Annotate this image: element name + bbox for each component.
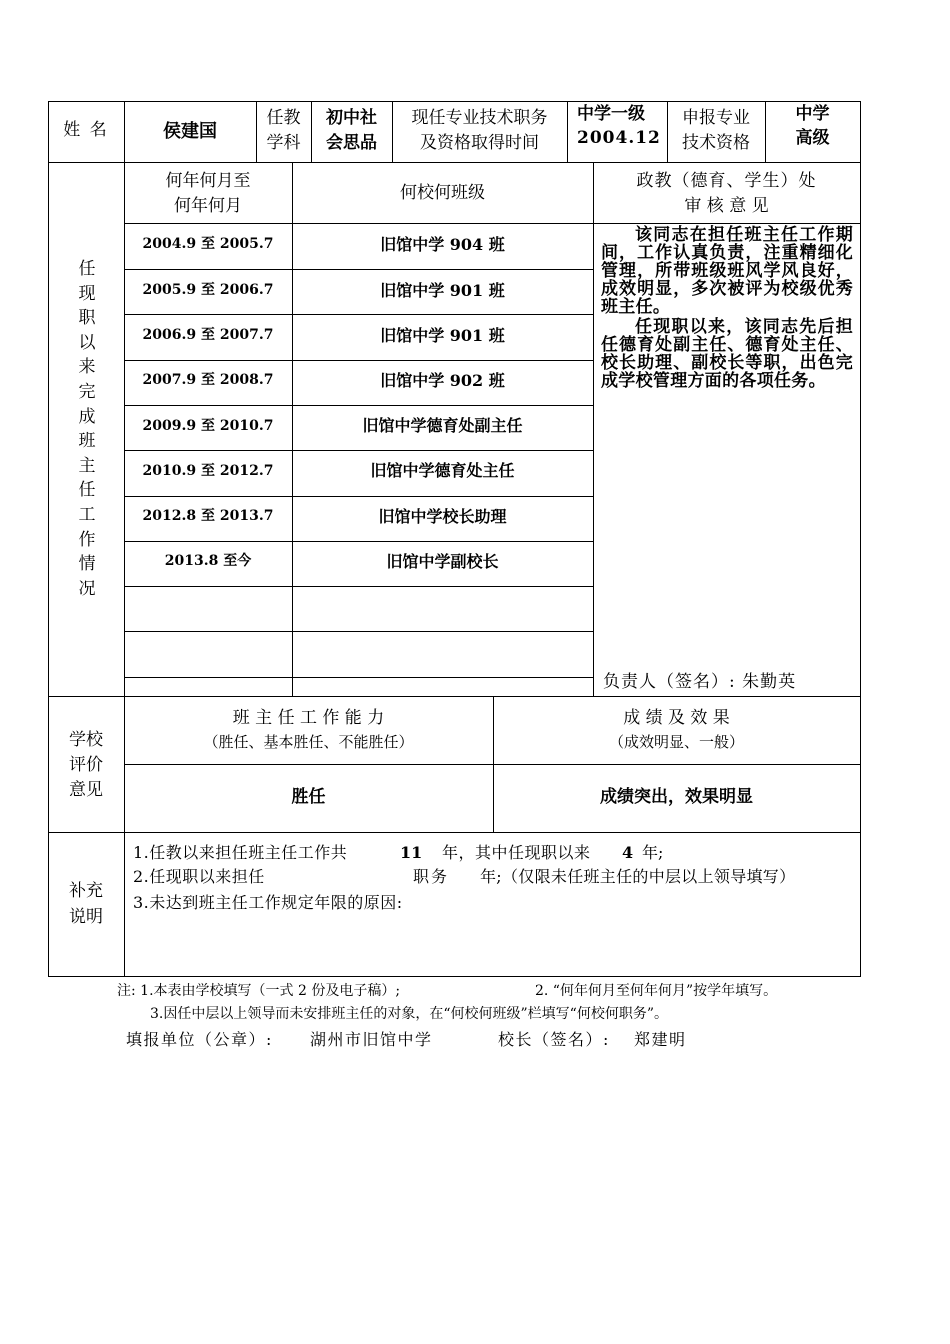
result-options: （成效明显、一般） — [608, 733, 744, 751]
row-1-position: 旧馆中学 904 班 — [380, 235, 505, 254]
evaluation-label-line-3: 意见 — [69, 780, 103, 800]
supplement-line-1b: 年，其中任现职以来 — [442, 843, 591, 862]
ability-value: 胜任 — [291, 787, 326, 807]
row-5-period: 2009.9 至 2010.7 — [142, 418, 274, 434]
supplement-label-line-1: 补充 — [69, 881, 103, 901]
apply-value-line-2: 高级 — [795, 128, 830, 148]
supplement-years-current: 4 — [622, 843, 634, 862]
row-4-position: 旧馆中学 902 班 — [380, 371, 505, 390]
row-7-position: 旧馆中学校长助理 — [378, 507, 507, 526]
result-value: 成绩突出，效果明显 — [600, 787, 753, 807]
row-8-position: 旧馆中学副校长 — [386, 552, 499, 571]
supplement-line-1c: 年; — [642, 843, 664, 862]
name-value: 侯建国 — [163, 121, 217, 142]
col-time-line-2: 何年何月 — [174, 196, 242, 216]
principal-label: 校长（签名）: — [498, 1030, 610, 1049]
row-5-position: 旧馆中学德育处副主任 — [362, 416, 523, 435]
row-2-period: 2005.9 至 2006.7 — [142, 282, 274, 298]
col-review-line-1: 政教（德育、学生）处 — [636, 171, 817, 191]
ability-title: 班 主 任 工 作 能 力 — [232, 708, 385, 728]
apply-value-line-1: 中学 — [795, 104, 830, 124]
row-1-period: 2004.9 至 2005.7 — [142, 236, 274, 252]
evaluation-label-line-2: 评价 — [69, 755, 103, 775]
note-1: 注: 1.本表由学校填写（一式 2 份及电子稿）; — [117, 983, 401, 999]
subject-label-line-1: 任教 — [266, 108, 301, 128]
unit-label: 填报单位（公章）: — [126, 1030, 273, 1049]
subject-value-line-1: 初中社 — [326, 108, 377, 128]
row-3-position: 旧馆中学 901 班 — [380, 326, 505, 345]
name-label: 姓 名 — [63, 120, 109, 140]
evaluation-label-line-1: 学校 — [69, 730, 103, 750]
supplement-line-1a: 1.任教以来担任班主任工作共 — [133, 843, 348, 862]
row-3-period: 2006.9 至 2007.7 — [142, 327, 274, 343]
title-value-line-2: 2004.12 — [577, 128, 661, 148]
unit-value: 湖州市旧馆中学 — [310, 1030, 433, 1049]
review-signer: 负责人（签名）: 朱勤英 — [603, 672, 797, 692]
row-8-period: 2013.8 至今 — [164, 553, 252, 569]
supplement-line-2c: 年;（仅限未任班主任的中层以上领导填写） — [480, 867, 796, 886]
apply-label-line-2: 技术资格 — [682, 133, 750, 153]
ability-options: （胜任、基本胜任、不能胜任） — [203, 733, 414, 751]
supplement-years-total: 11 — [400, 843, 423, 862]
supplement-line-2b: 职务 — [413, 867, 450, 886]
title-value-line-1: 中学一级 — [577, 104, 645, 124]
result-title: 成 绩 及 效 果 — [623, 708, 730, 728]
row-2-position: 旧馆中学 901 班 — [380, 281, 505, 300]
apply-label-line-1: 申报专业 — [682, 108, 750, 128]
supplement-line-2a: 2.任现职以来担任 — [133, 867, 265, 886]
row-4-period: 2007.9 至 2008.7 — [142, 372, 274, 388]
row-7-period: 2012.8 至 2013.7 — [142, 508, 274, 524]
review-opinion-paragraph-1: 该同志在担任班主任工作期间，工作认真负责，注重精细化管理，所带班级班风学风良好，成效明显，多次被评为校级优秀班主任。 — [601, 225, 853, 317]
col-time-line-1: 何年何月至 — [165, 171, 251, 191]
title-label-line-1: 现任专业技术职务 — [411, 108, 548, 128]
row-6-position: 旧馆中学德育处主任 — [370, 461, 515, 480]
subject-label-line-2: 学科 — [266, 133, 301, 153]
review-opinion — [601, 226, 853, 390]
review-opinion-paragraph-2: 任现职以来，该同志先后担任德育处副主任、德育处主任、校长助理、副校长等职，出色完成学校管理方面的各项任务。 — [601, 317, 853, 391]
supplement-label-line-2: 说明 — [69, 907, 103, 927]
subject-value-line-2: 会思品 — [326, 133, 377, 153]
note-2: 3.因任中层以上领导而未安排班主任的对象，在“何校何班级”栏填写“何校何职务”。 — [150, 1006, 668, 1022]
title-label-line-2: 及资格取得时间 — [420, 133, 539, 153]
work-section-label: 任现职以来完成班主任工作情况 — [78, 259, 96, 599]
supplement-line-3: 3.未达到班主任工作规定年限的原因: — [133, 893, 403, 912]
col-review-line-2: 审 核 意 见 — [684, 196, 769, 216]
row-6-period: 2010.9 至 2012.7 — [142, 463, 274, 479]
col-class-header: 何校何班级 — [400, 183, 485, 203]
note-1b: 2. “何年何月至何年何月”按学年填写。 — [535, 983, 778, 999]
principal-value: 郑建明 — [634, 1030, 687, 1049]
